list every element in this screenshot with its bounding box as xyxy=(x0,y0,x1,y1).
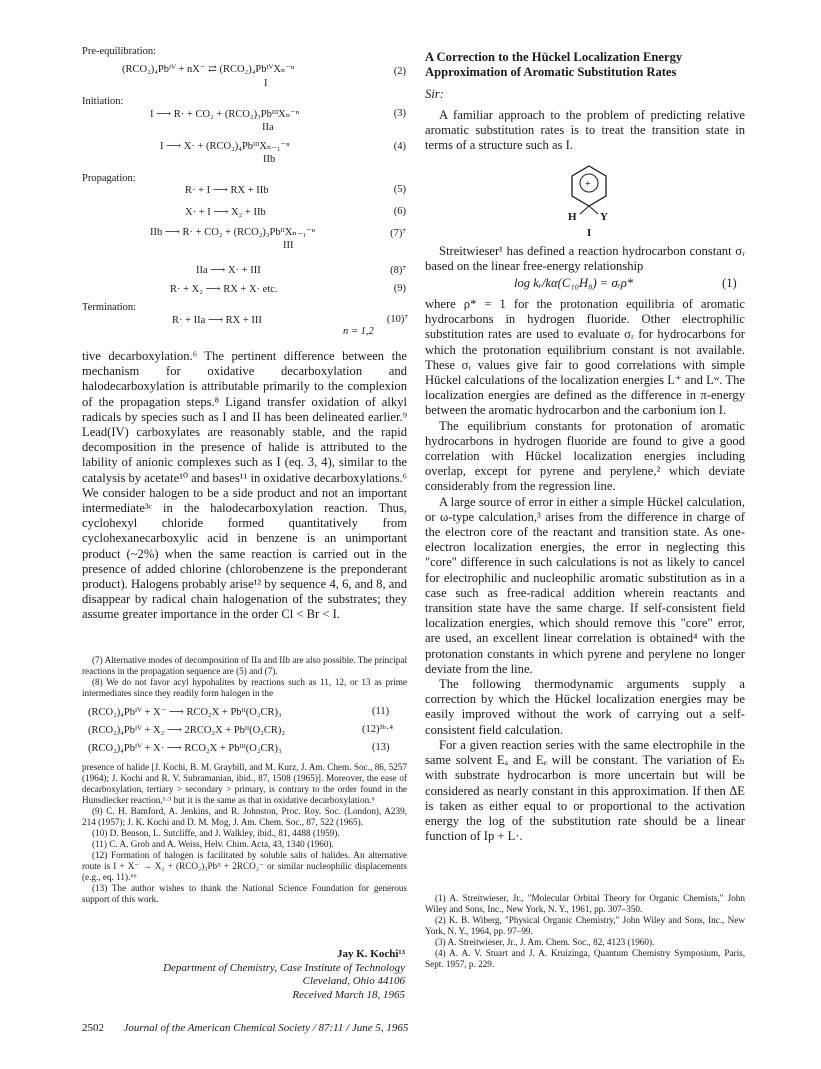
right-paragraph: where ρ* = 1 for the protonation equilibria of aromatic hydrocarbons in hydrogen fluoride. Other electrophilic substitution rates are used to evaluate σᵣ for hydrocarbons for which the protonation equilibrium constant is not available. These σᵣ values give fair to good correlations with simple Hückel calculations of the localization energies L⁺ and Lʷ. The localization energies are defined as the difference in π-energy between the aromatic hydrocarbon and the carbonium ion I. xyxy=(425,297,745,418)
equation-5-number: (5) xyxy=(393,184,406,195)
reference-3: (3) A. Streitwieser, Jr., J. Am. Chem. Soc., 82, 4123 (1960). xyxy=(435,937,655,947)
equation-6-number: (6) xyxy=(393,206,406,217)
note-equation-11: (RCO₂)₄Pbᴵⱽ + X⁻ ⟶ RCO₂X + Pbᴵᴵ(O₂CR)₃ xyxy=(88,707,282,718)
footnote-8-continued: presence of halide [J. Kochi, B. M. Graybill, and M. Kurz, J. Am. Chem. Soc., 86, 5257 (1964); J. Kochi and R. V. Subramanian, ibid., 87, 1508 (1965)]. Moreover, the ease of decarboxylation, tertiary > secondary > primary, is contrary to the order found in the Hunsdiecker reaction,¹·³ but it is the same as that in oxidative decarboxylation.⁶ xyxy=(82,762,407,805)
equation-3-label: IIa xyxy=(262,122,274,133)
reference-1: (1) A. Streitwieser, Jr., "Molecular Orbital Theory for Organic Chemists," John Wiley and Sons, Inc., New York, N. Y., 1961, pp. 307–350. xyxy=(425,893,745,914)
left-footnotes-a xyxy=(82,655,407,699)
note-equation-11-number: (11) xyxy=(372,706,390,717)
right-paragraph: For a given reaction series with the same electrophile in the same solvent Eₐ and Eₑ will be constant. The variation of Eₕ with substrate hydrocarbon is more uncertain but will be considered as nearly constant in this approximation. If then ΔE is taken as either equal to or proportional to the activation energy the log of the substitution rate should be a linear function of Ip + L·. xyxy=(425,737,745,844)
author-department: Department of Chemistry, Case Institute of Technology xyxy=(163,961,405,974)
equation-6: X· + I ⟶ X₂ + IIb xyxy=(185,207,266,218)
note-equation-12-number: (12)³ᵇ·⁴ xyxy=(362,724,394,735)
equation-10-note: n = 1,2 xyxy=(343,326,374,337)
equation-7-number: (7)⁷ xyxy=(390,228,406,239)
reference-4: (4) A. A. V. Stuart and J. A. Kruizinga, Quantum Chemistry Symposium, Paris, Sept. 1957, p. 229. xyxy=(425,948,745,969)
propagation-label: Propagation: xyxy=(82,173,136,184)
equation-10: R· + IIa ⟶ RX + III xyxy=(172,315,262,326)
equation-8-number: (8)⁷ xyxy=(390,265,406,276)
intro-paragraph: A familiar approach to the problem of predicting relative aromatic substitution rates is to treat the transition state in terms of a structure such as I. xyxy=(425,108,745,153)
equation-10-number: (10)⁷ xyxy=(386,314,408,325)
signature-block xyxy=(150,948,405,1002)
termination-label: Termination: xyxy=(82,302,137,313)
salutation: Sir: xyxy=(425,87,444,101)
left-paragraph: tive decarboxylation.⁶ The pertinent difference between the mechanism for oxidative decarboxylation and halodecarboxylation is attributable primarily to the complexion of the propagation steps.⁸ Ligand transfer oxidation of alkyl radicals by species such as I and II has been delineated earlier.⁹ Lead(IV) carboxylates are reasonably stable, and the rapid decomposition in the presence of halide is attributed to the lability of anionic complexes such as I (eq. 3, 4), similar to the catalysis by acetate¹⁰ and bases¹¹ in oxidative decarboxylations.⁶ We consider halogen to be a side product and not an important intermediate³ᶜ in the halodecarboxylation reaction. Thus, cyclohexyl chloride formed quantitatively from cyclohexanecarboxylic acid in benzene is an unimportant product (~2%) when the same reaction is carried out in the presence of added chlorine (chlorobenzene is the preponderant product). Halogens probably arise¹² by sequence 4, 6, and 8, and disappear by radical chain halogenation of the substrates; they assume greater importance in the order Cl < Br < I. xyxy=(82,349,408,622)
received-date: Received March 18, 1965 xyxy=(292,988,405,1001)
structure-h-label: H xyxy=(568,211,577,223)
initiation-label: Initiation: xyxy=(82,96,124,107)
right-paragraph: A large source of error in either a simple Hückel calculation, or ω-type calculation,³ arises from the difference in charge of the electron core of the reactant and transition state. As one-electron localization energies, the error in neglecting this "core" difference in such calculations is not as likely to cancel for electrophilic and nucleophilic aromatic substitution as in a case such as free-radical addition wherein reactants and transition state have the same charge. If self-consistent field localization energies, which should remove this "core" error, are used, an excellent linear correlation is obtained⁴ with the protonation constants in which pyrene and perylene no longer deviate from the line. xyxy=(425,494,745,676)
footnote-7: (7) Alternative modes of decomposition of IIa and IIb are also possible. The principal reactions in the propagation sequence are (5) and (7). xyxy=(82,655,407,676)
equation-3: I ⟶ R· + CO₂ + (RCO₂)₃PbᴵᴵᴵXₙ⁻ⁿ xyxy=(150,109,300,120)
structure-label: I xyxy=(587,227,592,239)
author-name: Jay K. Kochi¹³ xyxy=(336,948,405,960)
right-paragraph: The equilibrium constants for protonation of aromatic hydrocarbons in hydrogen fluoride are found to give a good correlation with Hückel localization energies including overlap, except for pyrene and perylene,² which deviate considerably from the regression line. xyxy=(425,418,745,494)
equation-4-label: IIb xyxy=(263,154,276,165)
reference-2: (2) K. B. Wiberg, "Physical Organic Chemistry," John Wiley and Sons, Inc., New York, N. Y., 1964, pp. 97–99. xyxy=(425,915,745,936)
footnote-8: (8) We do not favor acyl hypohalites by reactions such as 11, 12, or 13 as prime intermediates since they readily form halogen in the xyxy=(82,677,407,698)
footnote-9: (9) C. H. Bamford, A. Jenkins, and R. Johnston, Proc. Roy. Soc. (London), A239, 214 (1957); J. K. Kochi and D. M. Mog, J. Am. Chem. Soc., 87, 522 (1965). xyxy=(82,806,407,827)
footnote-10: (10) D. Benson, L. Sutcliffe, and J. Walkley, ibid., 81, 4488 (1959). xyxy=(92,828,340,838)
note-equation-13-number: (13) xyxy=(372,742,390,753)
right-references xyxy=(425,893,745,970)
structure-y-label: Y xyxy=(600,211,608,223)
equation-1: log kᵣ/kα(C₁₀H₈) = σᵣρ* xyxy=(514,276,634,290)
definition-paragraph: Streitwieser¹ has defined a reaction hydrocarbon constant σᵣ based on the linear free-energy relationship xyxy=(425,244,745,274)
equation-2-number: (2) xyxy=(393,66,406,77)
equation-5: R· + I ⟶ RX + IIb xyxy=(185,185,269,196)
page-footer xyxy=(82,1022,408,1034)
footnote-13: (13) The author wishes to thank the National Science Foundation for generous support of this work. xyxy=(82,883,407,904)
journal-name: Journal of the American Chemical Society xyxy=(123,1022,310,1034)
left-footnotes-b xyxy=(82,762,407,905)
note-equation-12: (RCO₂)₄Pbᴵⱽ + X₂ ⟶ 2RCO₂X + Pbᴵᴵ(O₂CR)₂ xyxy=(88,725,286,736)
equation-4-number: (4) xyxy=(393,141,406,152)
article-title: A Correction to the Hückel Localization Energy Approximation of Aromatic Substitution Rates xyxy=(425,50,683,79)
arenium-ion-structure xyxy=(556,160,622,230)
page-number: 2502 xyxy=(82,1022,104,1034)
equation-2-label: I xyxy=(264,78,268,89)
right-paragraph: The following thermodynamic arguments supply a correction by which the Hückel localization energies may be easily improved without the work of carrying out a self-consistent field calculation. xyxy=(425,677,745,737)
equation-8: IIa ⟶ X· + III xyxy=(196,265,261,276)
pre-equilibration-label: Pre-equilibration: xyxy=(82,46,157,57)
right-body-text xyxy=(425,297,745,844)
journal-issue: / 87:11 / June 5, 1965 xyxy=(312,1022,409,1034)
equation-1-number: (1) xyxy=(722,276,737,290)
footnote-11: (11) C. A. Grob and A. Weiss, Helv. Chim. Acta, 43, 1340 (1960). xyxy=(92,839,334,849)
right-intro xyxy=(425,108,745,154)
left-body-text xyxy=(82,349,407,623)
equation-7: IIb ⟶ R· + CO₂ + (RCO₂)₃PbᴵᴵXₙ₋₁⁻ⁿ xyxy=(150,227,316,238)
equation-7-label: III xyxy=(283,240,294,251)
note-equation-13: (RCO₂)₄Pbᴵⱽ + X· ⟶ RCO₂X + Pbᴵᴵᴵ(O₂CR)₃ xyxy=(88,743,282,754)
svg-text:+: + xyxy=(585,179,591,190)
equation-4: I ⟶ X· + (RCO₂)₄PbᴵᴵᴵXₙ₋₁⁻ⁿ xyxy=(160,141,290,152)
equation-3-number: (3) xyxy=(393,108,406,119)
right-definition xyxy=(425,244,745,274)
author-city: Cleveland, Ohio 44106 xyxy=(302,975,405,987)
equation-9-number: (9) xyxy=(393,283,406,294)
equation-2: (RCO₂)₄Pbᴵⱽ + nX⁻ ⇄ (RCO₂)₄PbᴵⱽXₙ⁻ⁿ xyxy=(122,64,295,75)
equation-9: R· + X₂ ⟶ RX + X· etc. xyxy=(170,284,278,295)
footnote-12: (12) Formation of halogen is facilitated by soluble salts of halides. An alternative route is I + X⁻ → X₂ + (RCO₂)₃Pbᴵᴵ + 2RCO₂⁻ or similar nucleophilic displacements (e.g., eq. 11).⁶ᵇ xyxy=(82,850,407,882)
